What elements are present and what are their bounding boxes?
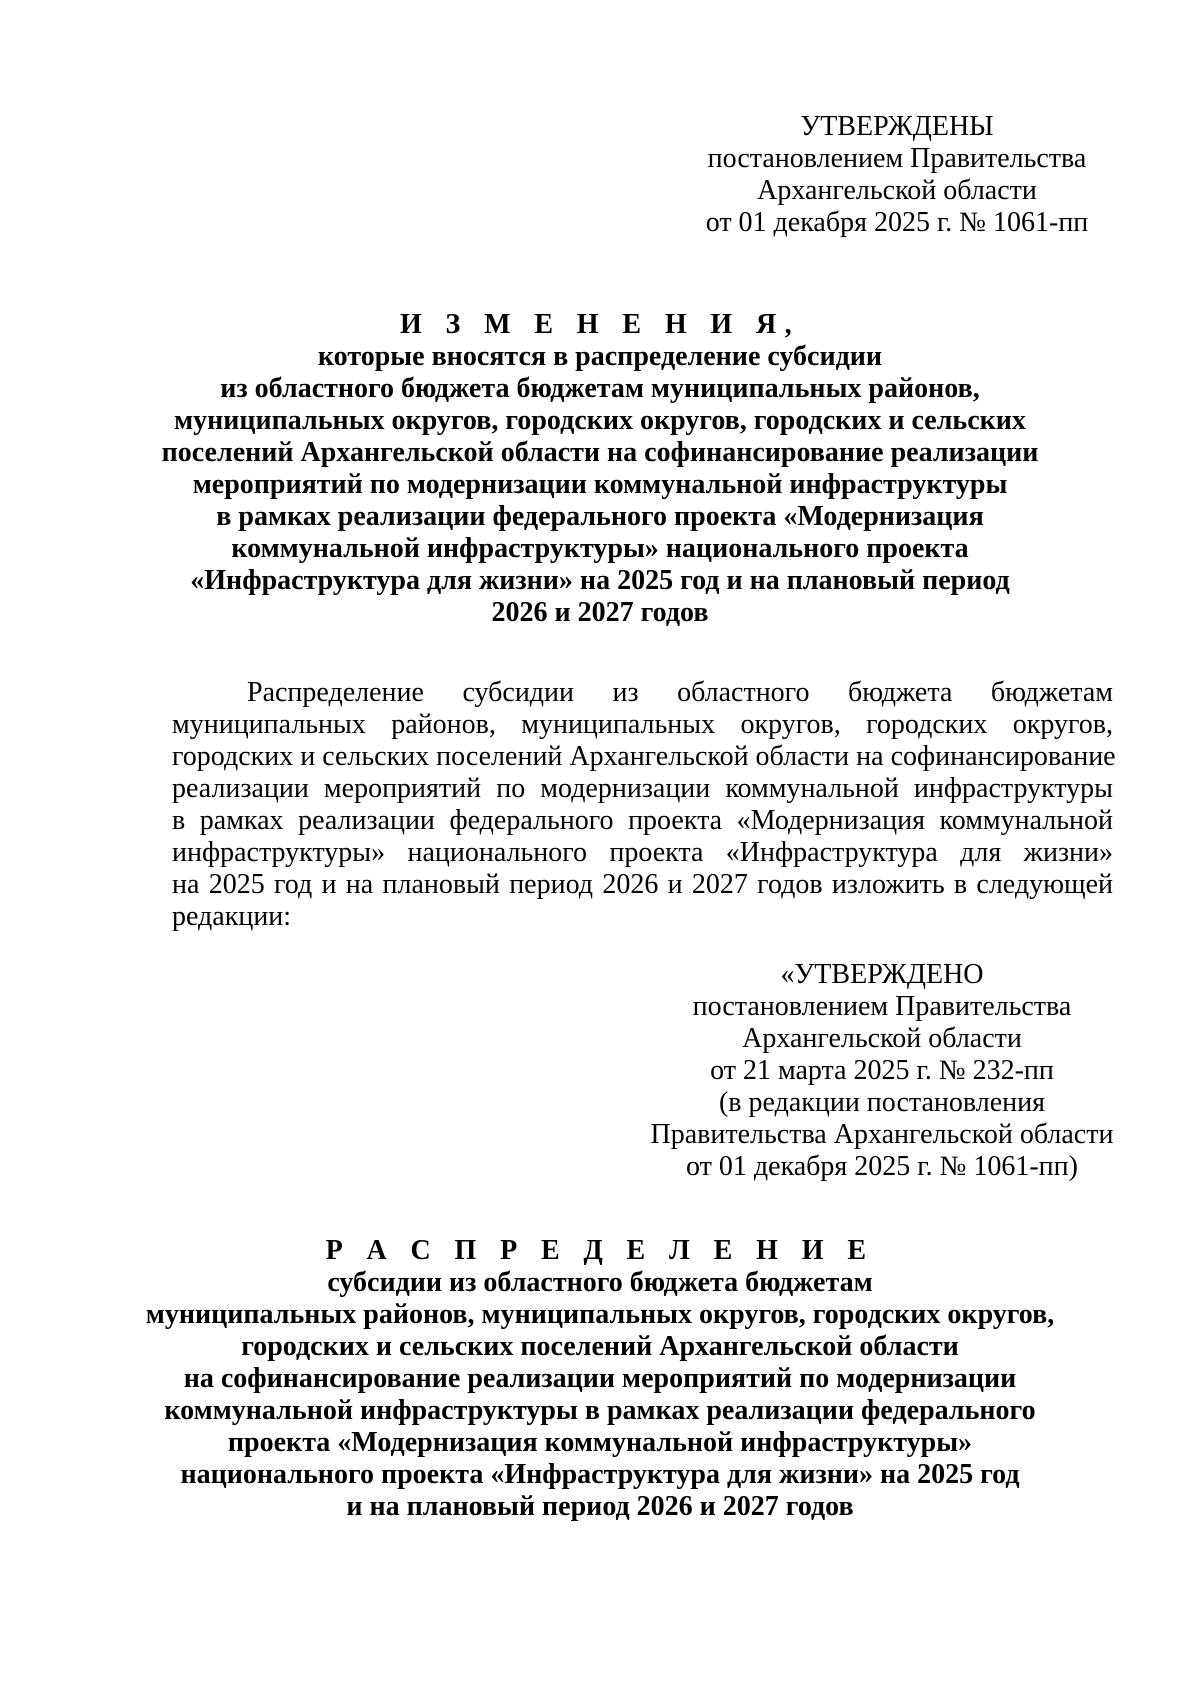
changes-subtitle-line: из областного бюджета бюджетам муниципальных районов, <box>220 373 980 404</box>
paragraph-line: на 2025 год и на плановый период 2026 и 2027 годов изложить в следующей <box>172 869 1113 900</box>
changes-subtitle-line: «Инфраструктура для жизни» на 2025 год и на плановый период <box>190 565 1010 596</box>
distribution-subtitle-line: проекта «Модернизация коммунальной инфраструктуры» <box>227 1427 973 1458</box>
changes-subtitle-line: 2026 и 2027 годов <box>491 597 709 628</box>
changes-subtitle-line: которые вносятся в распределение субсидии <box>317 341 883 372</box>
changes-subtitle-line: в рамках реализации федерального проекта «Модернизация <box>216 501 984 532</box>
changes-subtitle-line: коммунальной инфраструктуры» национального проекта <box>231 533 969 564</box>
paragraph-line: реализации мероприятий по модернизации коммунальной инфраструктуры <box>172 773 1113 804</box>
inner-approval-line: от 21 марта 2025 г. № 232-пп <box>710 1055 1054 1086</box>
distribution-subtitle-line: коммунальной инфраструктуры в рамках реализации федерального <box>164 1395 1036 1426</box>
approval-line: постановлением Правительства <box>707 143 1087 174</box>
approval-stamp <box>0 111 1200 239</box>
distribution-subtitle-line: городских и сельских поселений Архангельской области <box>241 1331 959 1362</box>
paragraph-line: редакции: <box>172 901 292 932</box>
inner-approval-line: Архангельской области <box>742 1023 1022 1054</box>
distribution-subtitle-line: субсидии из областного бюджета бюджетам <box>327 1267 873 1298</box>
distribution-subtitle-line: национального проекта «Инфраструктура для жизни» на 2025 год <box>180 1459 1020 1490</box>
paragraph-line: инфраструктуры» национального проекта «Инфраструктура для жизни» <box>172 837 1113 868</box>
approval-date-line: от 01 декабря 2025 г. № 1061-пп <box>705 207 1089 238</box>
inner-approval-stamp <box>0 959 1200 1183</box>
body-paragraph <box>172 677 1116 933</box>
paragraph-line: муниципальных районов, муниципальных округов, городских округов, <box>172 709 1113 740</box>
changes-subtitle-line: мероприятий по модернизации коммунальной инфраструктуры <box>192 469 1008 500</box>
distribution-subtitle-line: на софинансирование реализации мероприятий по модернизации <box>183 1363 1017 1394</box>
inner-approval-line: постановлением Правительства <box>692 991 1072 1022</box>
paragraph-line: Распределение субсидии из областного бюджета бюджетам <box>247 677 1113 708</box>
paragraph-line: в рамках реализации федерального проекта «Модернизация коммунальной <box>172 805 1113 836</box>
inner-approval-line: Правительства Архангельской области <box>650 1119 1114 1150</box>
changes-title <box>0 309 1200 629</box>
changes-heading: И З М Е Н Е Н И Я, <box>399 309 801 340</box>
inner-approval-heading: «УТВЕРЖДЕНО <box>780 959 984 990</box>
distribution-subtitle-line: и на плановый период 2026 и 2027 годов <box>346 1491 854 1522</box>
inner-approval-line: (в редакции постановления <box>718 1087 1046 1118</box>
distribution-title <box>0 1235 1200 1523</box>
paragraph-line: городских и сельских поселений Архангельской области на софинансирование <box>172 741 1116 772</box>
distribution-heading: Р А С П Р Е Д Е Л Е Н И Е <box>325 1235 875 1266</box>
inner-approval-date-line: от 01 декабря 2025 г. № 1061-пп) <box>686 1151 1078 1182</box>
changes-subtitle-line: поселений Архангельской области на софинансирование реализации <box>161 437 1039 468</box>
approval-line: Архангельской области <box>757 175 1037 206</box>
distribution-subtitle-line: муниципальных районов, муниципальных округов, городских округов, <box>145 1299 1055 1330</box>
changes-subtitle-line: муниципальных округов, городских округов, городских и сельских <box>174 405 1026 436</box>
approval-heading: УТВЕРЖДЕНЫ <box>800 111 994 142</box>
